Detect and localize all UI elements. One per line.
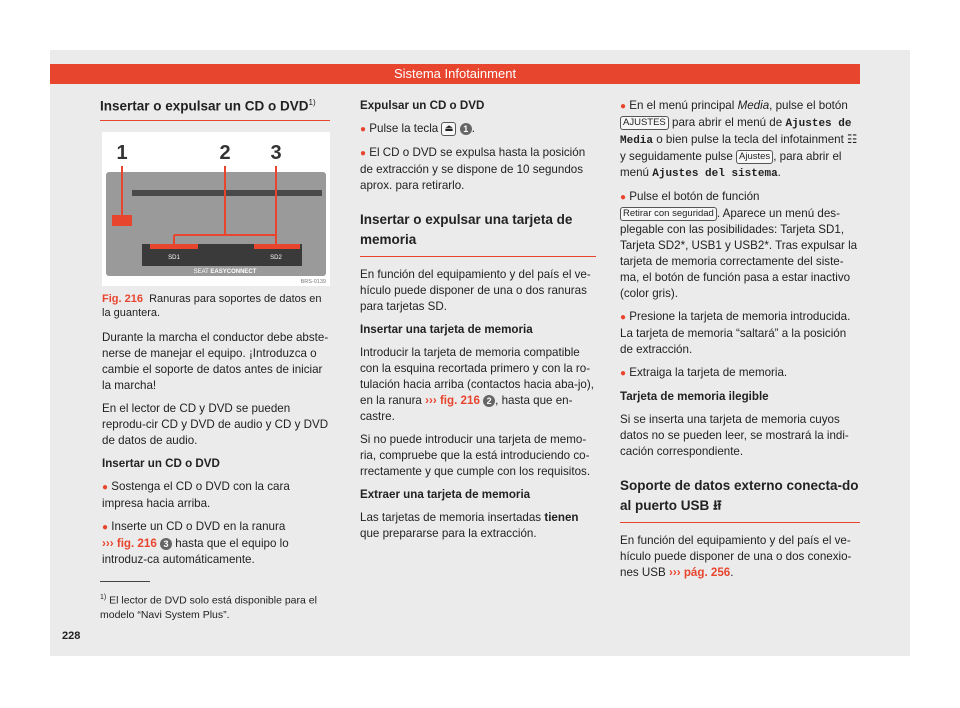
paragraph: En función del equipamiento y del país el ve-hículo puede disponer de una o dos ranuras para tarjetas SD.: [360, 268, 591, 313]
subheading: Insertar una tarjeta de memoria: [360, 323, 533, 336]
footnote: $^{1)}$ El lector de DVD solo está disponible para el modelo “Navi System Plus”.: [100, 594, 317, 621]
callout-2: 2: [219, 142, 231, 164]
sd2-label: SD2: [270, 255, 282, 261]
column-3: [620, 98, 860, 588]
callout-3: 3: [270, 142, 282, 164]
subheading: Insertar un CD o DVD: [102, 457, 220, 470]
footnote-rule: [100, 581, 150, 582]
callout-ref: 3: [160, 538, 172, 550]
column-1: [102, 330, 334, 575]
heading-rule: [100, 120, 330, 121]
list-item: ● Presione la tarjeta de memoria introducida. La tarjeta de memoria “saltará” a la posición de extracción.: [620, 310, 851, 356]
list-item: ● El CD o DVD se expulsa hasta la posición de extracción y se dispone de 10 segundos aprox. para retirarlo.: [360, 146, 586, 192]
main-heading: [100, 98, 316, 114]
eject-button: [112, 215, 132, 226]
list-item: ● En el menú principal Media, pulse el botón AJUSTES para abrir el menú de Ajustes de Media o bien pulse la tecla del infotainment ☷ y seguidamente pulse Ajustes , para abrir el menú Ajustes del sistema.: [620, 99, 858, 180]
eject-key-icon: ⏏: [441, 122, 456, 136]
paragraph: Si se inserta una tarjeta de memoria cuyos datos no se pueden leer, se mostrará la indi-cación correspondiente.: [620, 413, 849, 458]
sd1-slot: [150, 244, 198, 249]
figure-link[interactable]: fig. 216: [116, 537, 157, 550]
paragraph: Las tarjetas de memoria insertadas tienen que prepararse para la extracción.: [360, 511, 579, 540]
list-item: ● Pulse el botón de función Retirar con seguridad . Aparece un menú des-plegable con las posibilidades: Tarjeta SD1, Tarjeta SD2*, USB1 y USB2*. Tras expulsar la tarjeta de memoria correctamente del siste-ma, el botón de función pasa a estar inactivo (color gris).: [620, 190, 858, 300]
section-title: Soporte de datos externo conecta-do al puerto USB ⭿: [620, 470, 860, 523]
page-number: 228: [62, 630, 81, 642]
paragraph: En el lector de CD y DVD se pueden reprodu-cir CD y DVD de audio y CD y DVD de datos de audio.: [102, 402, 329, 447]
glovebox-illustration: [102, 132, 330, 286]
list-item: ● Pulse la tecla ⏏ 1 .: [360, 122, 475, 135]
figure-216: [102, 132, 330, 286]
ajustes-key: AJUSTES: [620, 116, 669, 130]
subheading: Tarjeta de memoria ilegible: [620, 390, 769, 403]
paragraph: Si no puede introducir una tarjeta de memo-ria, compruebe que la está introduciendo co-rrectamente y que cumple con los requisitos.: [360, 433, 591, 478]
page-link[interactable]: pág. 256: [683, 566, 731, 579]
figure-label: Fig. 216: [102, 293, 143, 305]
sd1-label: SD1: [168, 255, 180, 261]
callout-ref: 2: [483, 395, 495, 407]
figure-code: BRS-0139: [300, 279, 326, 285]
paragraph: Durante la marcha el conductor debe abste-nerse de manejar el equipo. ¡Introduzca o cambie el soporte de datos antes de iniciar la marcha!: [102, 331, 329, 392]
paragraph: En función del equipamiento y del país el ve-hículo puede disponer de una o dos conexio-nes USB ››› pág. 256.: [620, 534, 852, 579]
figure-caption-text: Ranuras para soportes de datos en la guantera.: [102, 293, 322, 319]
callout-ref: 1: [460, 123, 472, 135]
list-item: ● Extraiga la tarjeta de memoria.: [620, 366, 788, 379]
list-item: ● Sostenga el CD o DVD con la cara impresa hacia arriba.: [102, 480, 290, 510]
brand-label: SEAT EASYCONNECT: [193, 269, 257, 275]
column-2: [360, 98, 596, 549]
footnote-text: El lector de DVD solo está disponible para el modelo “Navi System Plus”.: [100, 594, 317, 621]
retirar-button: Retirar con seguridad: [620, 207, 717, 221]
subheading: Extraer una tarjeta de memoria: [360, 488, 531, 501]
section-header: [50, 64, 860, 84]
paragraph: Introducir la tarjeta de memoria compatible con la esquina recortada primero y con la ro-tulación hacia arriba (contactos hacia aba-jo), en la ranura ››› fig. 216 2 , hasta que en-castre.: [360, 346, 594, 423]
section-header-title: Sistema Infotainment: [393, 66, 517, 81]
footnote-marker: 1): [308, 98, 316, 107]
sd2-slot: [254, 244, 300, 249]
figure-caption: [102, 292, 330, 320]
main-heading-text: Insertar o expulsar un CD o DVD: [100, 98, 309, 114]
list-item: ● Inserte un CD o DVD en la ranura ››› fig. 216 3 hasta que el equipo lo introduz-ca automáticamente.: [102, 520, 289, 566]
callout-1: 1: [116, 142, 128, 164]
figure-link[interactable]: fig. 216: [439, 394, 480, 407]
subheading: Expulsar un CD o DVD: [360, 99, 485, 112]
ajustes-button: Ajustes: [736, 150, 773, 164]
section-title: Insertar o expulsar una tarjeta de memoria: [360, 204, 596, 257]
menu-grid-icon: ☷: [847, 133, 858, 146]
usb-icon: ⭿: [713, 498, 722, 513]
cd-slot: [132, 190, 322, 196]
